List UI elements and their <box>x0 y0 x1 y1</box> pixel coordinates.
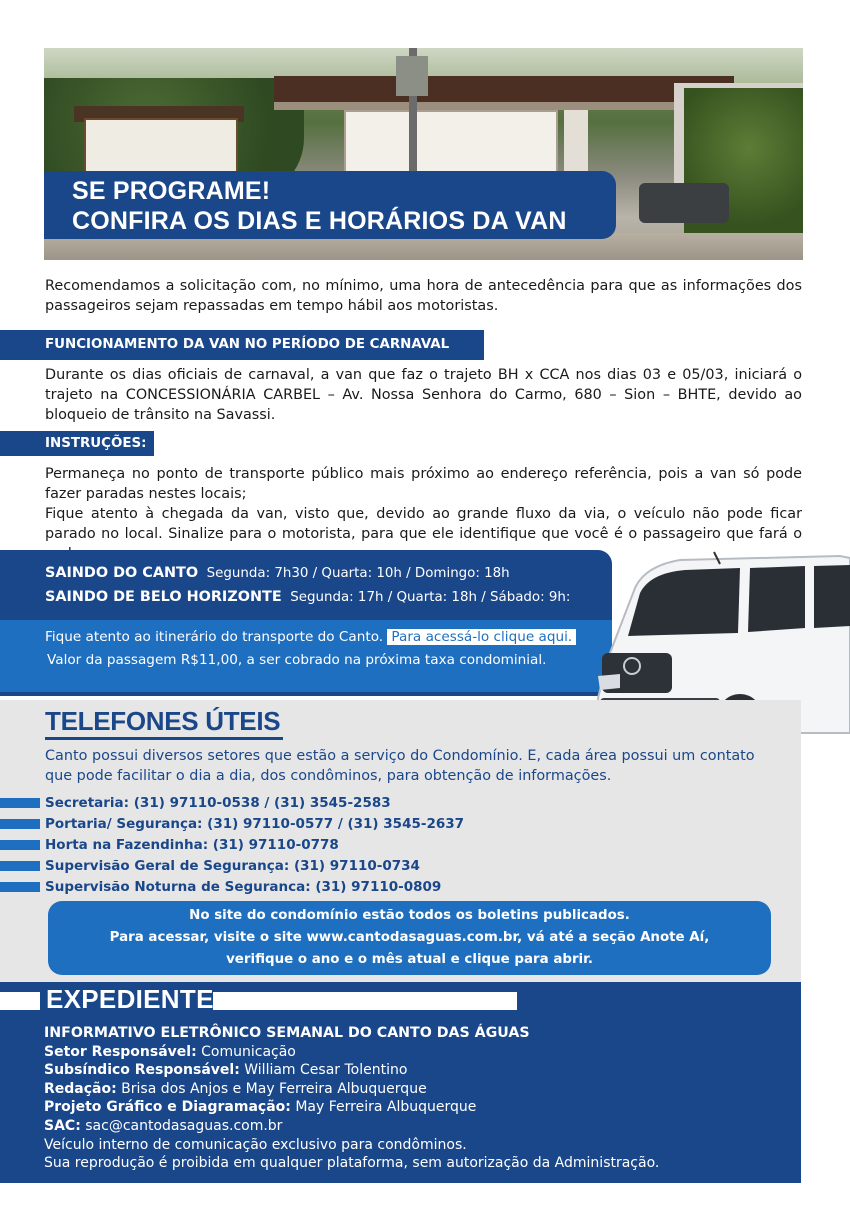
phone-bullet <box>0 798 40 808</box>
expediente-note1: Veículo interno de comunicação exclusivo para condôminos. <box>44 1136 467 1153</box>
instrucoes-p2: Fique atento à chegada da van, visto que, devido ao grande fluxo da via, o veículo não pode ficar parado no local. Sinalize para o motorista, para que ele identifique que você é o passageiro que fará o <box>45 506 802 542</box>
expediente-title: EXPEDIENTE <box>46 984 214 1014</box>
schedule-bh-label: SAINDO DE BELO HORIZONTE <box>45 589 282 605</box>
expediente-projeto <box>44 1098 784 1117</box>
schedule-band <box>0 550 612 620</box>
carnaval-text: Durante os dias oficiais de carnaval, a van que faz o trajeto BH x CCA nos dias 03 e 05/03, iniciará o trajeto na CONCESSIONÁRIA CARBEL – Av. Nossa Senhora do Carmo, 680 – Sion – BHTE, devido ao bloqueio de trânsito na Savassi. <box>45 367 802 423</box>
schedule-canto-times: Segunda: 7h30 / Quarta: 10h / Domingo: 18h <box>206 566 510 581</box>
hero-title-line2: CONFIRA OS DIAS E HORÁRIOS DA VAN <box>72 207 567 235</box>
expediente-sac <box>44 1117 784 1136</box>
subsindico-value: William Cesar Tolentino <box>244 1062 408 1079</box>
sac-value[interactable]: sac@cantodasaguas.com.br <box>85 1117 283 1134</box>
schedule-canto <box>45 563 510 584</box>
phone-item <box>0 793 760 813</box>
phone-item <box>0 814 760 834</box>
intro-text: Recomendamos a solicitação com, no mínimo, uma hora de antecedência para que as informações dos passageiros sejam repassadas em tempo hábil aos motoristas. <box>45 278 802 314</box>
phone-bullet <box>0 840 40 850</box>
itinerary-line <box>45 627 576 647</box>
phone-bullet <box>0 819 40 829</box>
instrucoes-heading: INSTRUÇÕES: <box>0 431 154 456</box>
expediente-note2: Sua reprodução é proibida em qualquer plataforma, sem autorização da Administração. <box>44 1155 660 1172</box>
projeto-value: May Ferreira Albuquerque <box>295 1099 477 1116</box>
schedule-bh-times: Segunda: 17h / Quarta: 18h / Sábado: 9h: <box>290 590 571 605</box>
schedule-bh <box>45 587 570 608</box>
price-text: Valor da passagem R$11,00, a ser cobrado na próxima taxa condominial. <box>47 652 547 668</box>
site-info-line3: verifique o ano e o mês atual e clique para abrir. <box>226 952 593 967</box>
expediente-subsindico <box>44 1061 784 1080</box>
telefones-title: TELEFONES ÚTEIS <box>45 706 281 736</box>
expediente-heading: INFORMATIVO ELETRÔNICO SEMANAL DO CANTO DAS ÁGUAS <box>44 1025 530 1041</box>
expediente-bar-left <box>0 992 40 1010</box>
phone-horta: Horta na Fazendinha: (31) 97110-0778 <box>45 837 339 853</box>
itinerary-text: Fique atento ao itinerário do transporte do Canto. <box>45 629 384 645</box>
phone-item <box>0 877 760 897</box>
redacao-value: Brisa dos Anjos e May Ferreira Albuquerque <box>121 1080 427 1097</box>
setor-label: Setor Responsável: <box>44 1043 197 1060</box>
expediente-setor <box>44 1043 784 1062</box>
expediente-redacao <box>44 1080 784 1099</box>
carnaval-heading: FUNCIONAMENTO DA VAN NO PERÍODO DE CARNAVAL <box>0 330 484 360</box>
expediente-bar-right <box>213 992 517 1010</box>
projeto-label: Projeto Gráfico e Diagramação: <box>44 1099 291 1116</box>
phone-bullet <box>0 882 40 892</box>
instrucoes-p1: Permaneça no ponto de transporte público mais próximo ao endereço referência, pois a van só pode fazer paradas nestes locais; <box>45 466 802 502</box>
site-info-line1: No site do condomínio estão todos os boletins publicados. <box>189 908 630 923</box>
hero-title-line1: SE PROGRAME! <box>72 177 271 205</box>
band-divider <box>0 692 612 696</box>
redacao-label: Redação: <box>44 1080 117 1097</box>
setor-value: Comunicação <box>201 1043 296 1060</box>
telefones-intro: Canto possui diversos setores que estão a serviço do Condomínio. E, cada área possui um contato que pode facilitar o dia a dia, dos condôminos, para obtenção de informações. <box>45 748 755 784</box>
phone-supervisao-geral: Supervisão Geral de Segurança: (31) 97110-0734 <box>45 858 420 874</box>
sac-label: SAC: <box>44 1117 81 1134</box>
site-info-line2: Para acessar, visite o site www.cantodasaguas.com.br, vá até a seção Anote Aí, <box>109 930 710 945</box>
phone-item <box>0 856 760 876</box>
site-info-box <box>48 901 771 975</box>
expediente-content <box>44 1024 784 1173</box>
phone-item <box>0 835 760 855</box>
subsindico-label: Subsíndico Responsável: <box>44 1062 240 1079</box>
phone-bullet <box>0 861 40 871</box>
itinerary-link[interactable]: Para acessá-lo clique aqui. <box>387 629 576 645</box>
telefones-underline <box>45 737 283 740</box>
phone-secretaria: Secretaria: (31) 97110-0538 / (31) 3545-2583 <box>45 795 391 811</box>
hero-title <box>72 176 567 236</box>
schedule-canto-label: SAINDO DO CANTO <box>45 565 199 581</box>
phone-supervisao-noturna: Supervisão Noturna de Seguranca: (31) 97110-0809 <box>45 879 442 895</box>
phone-portaria: Portaria/ Segurança: (31) 97110-0577 / (31) 3545-2637 <box>45 816 465 832</box>
